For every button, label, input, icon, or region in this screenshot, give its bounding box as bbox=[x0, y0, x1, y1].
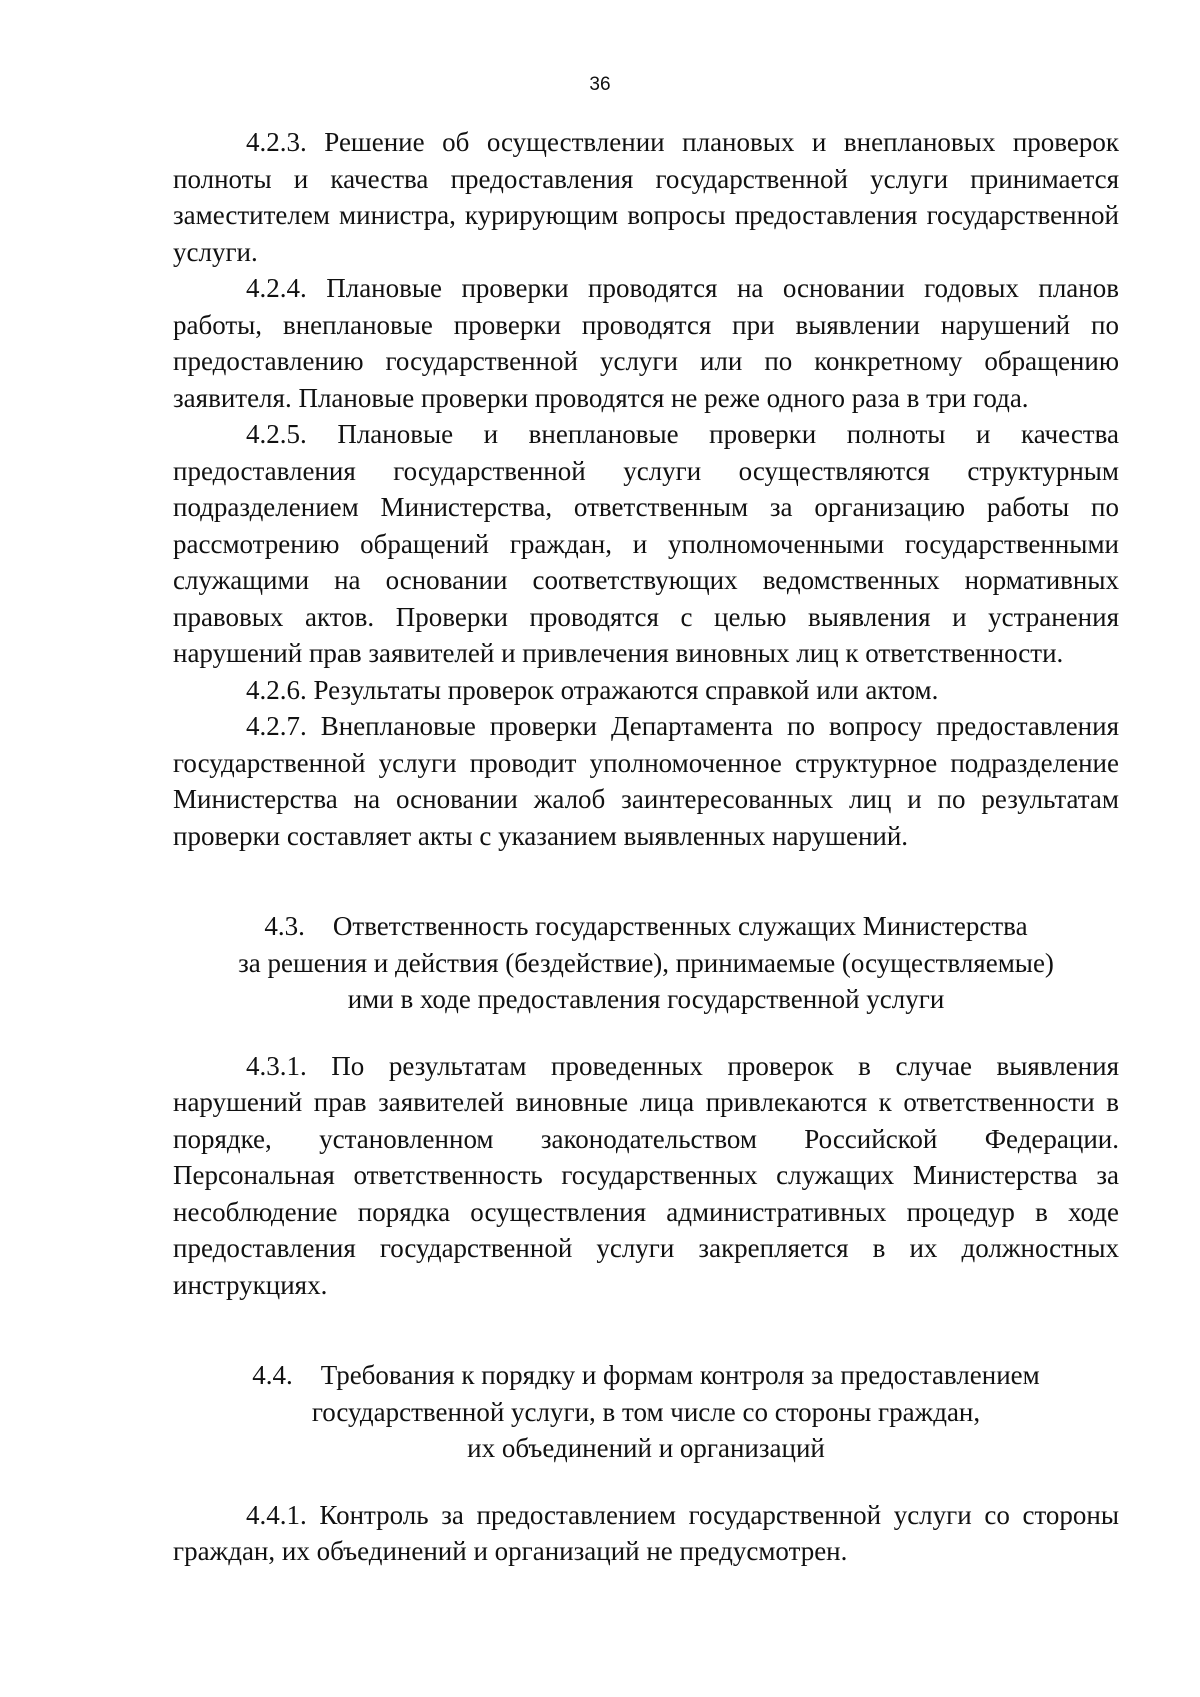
paragraph-4-2-4: 4.2.4. Плановые проверки проводятся на основании годовых планов работы, внеплановые проверки проводятся при выявлении нарушений по предоставлению государственной услуги или по конкретному обращению заявителя. Плановые проверки проводятся не реже одного раза в три года. bbox=[173, 273, 1119, 413]
section-title-text: Ответственность государственных служащих Министерства bbox=[332, 911, 1028, 941]
paragraph-4-2-7: 4.2.7. Внеплановые проверки Департамента по вопросу предоставления государственной услуги проводит уполномоченное структурное подразделение Министерства на основании жалоб заинтересованных лиц и по результатам проверки составляет акты с указанием выявленных нарушений. bbox=[173, 711, 1119, 851]
section-heading-line bbox=[173, 1357, 1119, 1394]
section-heading-line: ими в ходе предоставления государственной услуги bbox=[347, 984, 945, 1014]
section-number: 4.3. bbox=[264, 911, 305, 941]
paragraph-4-2-6: 4.2.6. Результаты проверок отражаются справкой или актом. bbox=[246, 674, 939, 705]
page-number: 36 bbox=[589, 74, 611, 95]
section-heading-4-4 bbox=[173, 1357, 1119, 1467]
paragraph-4-4-1: 4.4.1. Контроль за предоставлением государственной услуги со стороны граждан, их объединений и организаций не предусмотрен. bbox=[173, 1499, 1119, 1566]
document-body bbox=[173, 124, 1119, 1570]
section-heading-4-3 bbox=[173, 908, 1119, 1018]
section-heading-line bbox=[173, 908, 1119, 945]
section-title-text: Требования к порядку и формам контроля за предоставлением bbox=[320, 1360, 1040, 1390]
section-heading-line: государственной услуги, в том числе со стороны граждан, bbox=[311, 1396, 981, 1427]
paragraph-4-3-1: 4.3.1. По результатам проведенных проверок в случае выявления нарушений прав заявителей виновные лица привлекаются к ответственности в порядке, установленном законодательством Российской Федерации. Персональная ответственность государственных служащих Министерства за несоблюдение порядка осуществления административных процедур в ходе предоставления государственной услуги закрепляется в их должностных инструкциях. bbox=[173, 1050, 1119, 1300]
paragraph-4-2-5: 4.2.5. Плановые и внеплановые проверки полноты и качества предоставления государственной услуги осуществляются структурным подразделением Министерства, ответственным за организацию работы по рассмотрению обращений граждан, и уполномоченными государственными служащими на основании соответствующих ведомственных нормативных правовых актов. Проверки проводятся с целью выявления и устранения нарушений прав заявителей и привлечения виновных лиц к ответственности. bbox=[173, 419, 1119, 668]
section-heading-line: их объединений и организаций bbox=[467, 1433, 825, 1463]
section-number: 4.4. bbox=[252, 1360, 293, 1390]
section-heading-line: за решения и действия (бездействие), принимаемые (осуществляемые) bbox=[238, 947, 1054, 978]
paragraph-4-2-3: 4.2.3. Решение об осуществлении плановых и внеплановых проверок полноты и качества предоставления государственной услуги принимается заместителем министра, курирующим вопросы предоставления государственной услуги. bbox=[173, 127, 1119, 267]
